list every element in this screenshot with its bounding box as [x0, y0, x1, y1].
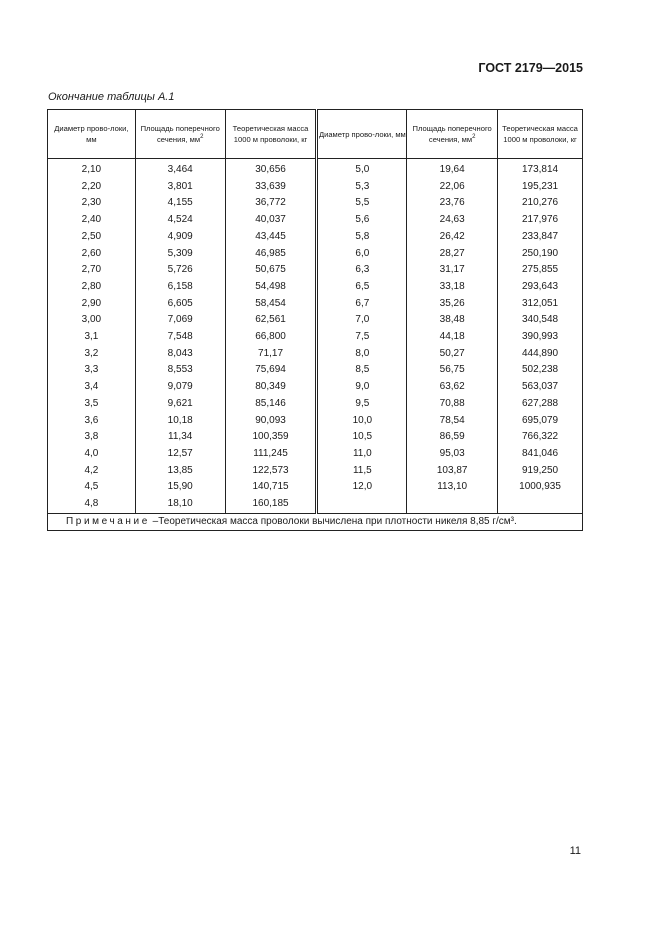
cell-area: 8,553 [135, 362, 225, 379]
cell-area: 7,548 [135, 329, 225, 346]
cell-mass: 58,454 [225, 296, 317, 313]
table-row [48, 396, 583, 413]
cell-mass: 293,643 [498, 279, 583, 296]
table-row [48, 346, 583, 363]
cell-area: 26,42 [407, 229, 498, 246]
cell-diameter: 6,3 [317, 262, 407, 279]
table-row [48, 413, 583, 430]
cell-area: 103,87 [407, 463, 498, 480]
header-area: Площадь поперечного сечения, $мм^2$ [407, 110, 498, 159]
cell-mass: 502,238 [498, 362, 583, 379]
cell-diameter: 3,2 [48, 346, 136, 363]
cell-diameter: 2,30 [48, 195, 136, 212]
cell-area: 4,524 [135, 212, 225, 229]
table-row [48, 212, 583, 229]
cell-diameter: 4,8 [48, 496, 136, 513]
cell-mass: 340,548 [498, 312, 583, 329]
cell-area: 35,26 [407, 296, 498, 313]
cell-diameter: 2,60 [48, 246, 136, 263]
table-row [48, 329, 583, 346]
cell-area: 78,54 [407, 413, 498, 430]
cell-mass: 210,276 [498, 195, 583, 212]
cell-diameter: 4,5 [48, 479, 136, 496]
cell-mass: 66,800 [225, 329, 317, 346]
cell-diameter: 12,0 [317, 479, 407, 496]
header-area: Площадь поперечного сечения, $мм^2$ [135, 110, 225, 159]
cell-diameter: 3,4 [48, 379, 136, 396]
cell-area: 13,85 [135, 463, 225, 480]
cell-diameter: 5,6 [317, 212, 407, 229]
table-row [48, 312, 583, 329]
table-caption: Окончание таблицы А.1 [48, 91, 175, 103]
cell-mass: 75,694 [225, 362, 317, 379]
cell-mass: 312,051 [498, 296, 583, 313]
cell-area: 33,18 [407, 279, 498, 296]
cell-area: 3,464 [135, 159, 225, 179]
table-row [48, 479, 583, 496]
cell-area: 10,18 [135, 413, 225, 430]
cell-mass: 217,976 [498, 212, 583, 229]
cell-diameter: 6,0 [317, 246, 407, 263]
cell-area: 9,621 [135, 396, 225, 413]
cell-mass: 100,359 [225, 429, 317, 446]
cell-mass: 390,993 [498, 329, 583, 346]
table-note-row [48, 513, 583, 530]
cell-diameter: 3,1 [48, 329, 136, 346]
cell-mass: 80,349 [225, 379, 317, 396]
cell-mass: 85,146 [225, 396, 317, 413]
cell-mass: 195,231 [498, 179, 583, 196]
cell-area: 4,155 [135, 195, 225, 212]
note-label: Примечание [66, 515, 150, 527]
cell-diameter: 2,50 [48, 229, 136, 246]
cell-area: 63,62 [407, 379, 498, 396]
cell-mass: 275,855 [498, 262, 583, 279]
cell-mass: 627,288 [498, 396, 583, 413]
cell-mass: 1000,935 [498, 479, 583, 496]
cell-mass: 90,093 [225, 413, 317, 430]
cell-area [407, 496, 498, 513]
cell-mass: 160,185 [225, 496, 317, 513]
cell-area: 5,726 [135, 262, 225, 279]
cell-diameter: 9,5 [317, 396, 407, 413]
table-row [48, 463, 583, 480]
cell-diameter: 5,3 [317, 179, 407, 196]
cell-mass: 40,037 [225, 212, 317, 229]
cell-diameter: 2,20 [48, 179, 136, 196]
cell-mass: 54,498 [225, 279, 317, 296]
cell-diameter: 2,40 [48, 212, 136, 229]
table-row [48, 379, 583, 396]
table-row [48, 279, 583, 296]
cell-diameter: 5,0 [317, 159, 407, 179]
cell-area: 22,06 [407, 179, 498, 196]
cell-diameter: 11,0 [317, 446, 407, 463]
cell-area: 86,59 [407, 429, 498, 446]
cell-mass: 563,037 [498, 379, 583, 396]
cell-area: 95,03 [407, 446, 498, 463]
cell-diameter: 3,3 [48, 362, 136, 379]
table-row [48, 246, 583, 263]
cell-mass: 173,814 [498, 159, 583, 179]
cell-mass: 33,639 [225, 179, 317, 196]
cell-mass: 36,772 [225, 195, 317, 212]
cell-area: 24,63 [407, 212, 498, 229]
table-row [48, 296, 583, 313]
cell-diameter: 8,5 [317, 362, 407, 379]
table-row [48, 229, 583, 246]
header-mass: Теоретическая масса 1000 м проволоки, кг [498, 110, 583, 159]
cell-diameter: 3,5 [48, 396, 136, 413]
cell-diameter: 6,5 [317, 279, 407, 296]
table-note [48, 513, 583, 530]
cell-area: 28,27 [407, 246, 498, 263]
page-number: 11 [569, 845, 581, 857]
table-row [48, 446, 583, 463]
cell-diameter: 2,90 [48, 296, 136, 313]
cell-area: 113,10 [407, 479, 498, 496]
cell-mass: 71,17 [225, 346, 317, 363]
cell-diameter: 11,5 [317, 463, 407, 480]
cell-area: 7,069 [135, 312, 225, 329]
cell-area: 70,88 [407, 396, 498, 413]
standard-number: ГОСТ 2179—2015 [478, 61, 583, 75]
header-diameter: Диаметр прово-локи, мм [48, 110, 136, 159]
cell-area: 3,801 [135, 179, 225, 196]
cell-diameter: 2,10 [48, 159, 136, 179]
cell-diameter: 3,8 [48, 429, 136, 446]
cell-area: 23,76 [407, 195, 498, 212]
cell-area: 18,10 [135, 496, 225, 513]
cell-area: 6,158 [135, 279, 225, 296]
cell-mass: 62,561 [225, 312, 317, 329]
header-mass: Теоретическая масса 1000 м проволоки, кг [225, 110, 317, 159]
table-header-row [48, 110, 583, 159]
table-row [48, 496, 583, 513]
cell-diameter: 5,8 [317, 229, 407, 246]
table-row [48, 429, 583, 446]
cell-mass: 140,715 [225, 479, 317, 496]
cell-diameter: 8,0 [317, 346, 407, 363]
cell-area: 50,27 [407, 346, 498, 363]
cell-diameter: 2,80 [48, 279, 136, 296]
cell-diameter: 7,0 [317, 312, 407, 329]
cell-mass: 250,190 [498, 246, 583, 263]
cell-diameter [317, 496, 407, 513]
cell-area: 44,18 [407, 329, 498, 346]
cell-area: 8,043 [135, 346, 225, 363]
cell-mass: 43,445 [225, 229, 317, 246]
cell-mass: 919,250 [498, 463, 583, 480]
data-table [47, 109, 583, 531]
cell-area: 5,309 [135, 246, 225, 263]
cell-mass [498, 496, 583, 513]
cell-area: 6,605 [135, 296, 225, 313]
table-row [48, 159, 583, 179]
cell-diameter: 10,5 [317, 429, 407, 446]
cell-diameter: 9,0 [317, 379, 407, 396]
cell-area: 4,909 [135, 229, 225, 246]
cell-mass: 695,079 [498, 413, 583, 430]
table-row [48, 362, 583, 379]
cell-mass: 841,046 [498, 446, 583, 463]
cell-area: 9,079 [135, 379, 225, 396]
cell-mass: 766,322 [498, 429, 583, 446]
cell-area: 15,90 [135, 479, 225, 496]
cell-area: 19,64 [407, 159, 498, 179]
cell-diameter: 7,5 [317, 329, 407, 346]
cell-mass: 30,656 [225, 159, 317, 179]
note-text: –Теоретическая масса проволоки вычислена при плотности никеля 8,85 г/см³. [149, 515, 517, 527]
table-row [48, 195, 583, 212]
cell-diameter: 4,2 [48, 463, 136, 480]
cell-diameter: 4,0 [48, 446, 136, 463]
cell-area: 11,34 [135, 429, 225, 446]
table-row [48, 179, 583, 196]
table-row [48, 262, 583, 279]
cell-area: 38,48 [407, 312, 498, 329]
cell-diameter: 3,6 [48, 413, 136, 430]
cell-area: 12,57 [135, 446, 225, 463]
cell-diameter: 5,5 [317, 195, 407, 212]
cell-mass: 122,573 [225, 463, 317, 480]
cell-area: 56,75 [407, 362, 498, 379]
header-diameter: Диаметр прово-локи, мм [317, 110, 407, 159]
cell-mass: 50,675 [225, 262, 317, 279]
cell-diameter: 2,70 [48, 262, 136, 279]
cell-mass: 444,890 [498, 346, 583, 363]
cell-diameter: 10,0 [317, 413, 407, 430]
cell-mass: 111,245 [225, 446, 317, 463]
cell-area: 31,17 [407, 262, 498, 279]
cell-diameter: 6,7 [317, 296, 407, 313]
cell-mass: 233,847 [498, 229, 583, 246]
cell-diameter: 3,00 [48, 312, 136, 329]
cell-mass: 46,985 [225, 246, 317, 263]
